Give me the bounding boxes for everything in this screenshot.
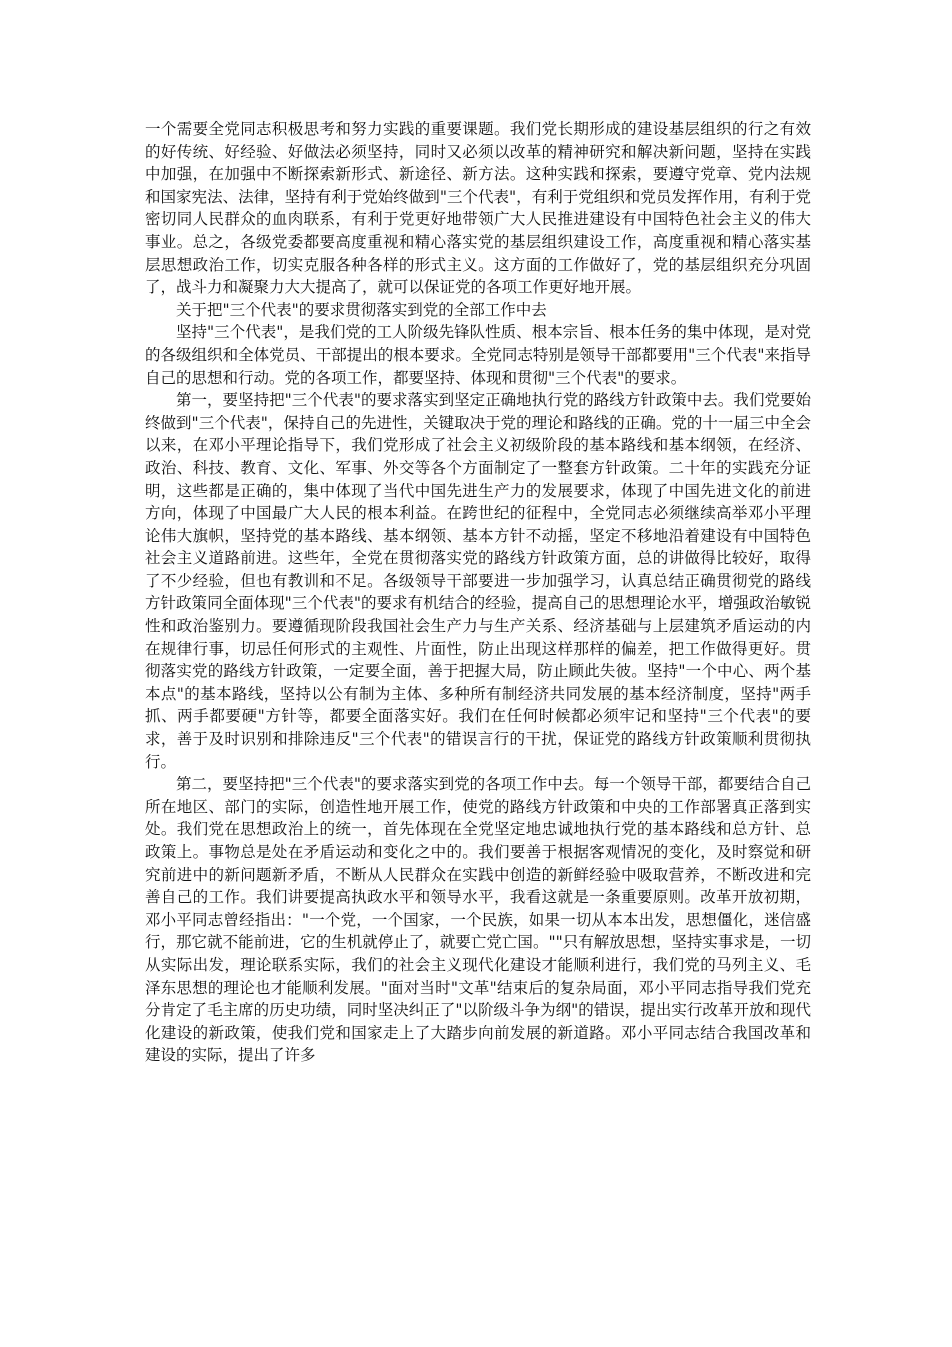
section-heading: 关于把"三个代表"的要求贯彻落实到党的全部工作中去: [176, 300, 547, 319]
paragraph-second-point: 第二，要坚持把"三个代表"的要求落实到党的各项工作中去。每一个领导干部，都要结合自己所在地区、部门的实际，创造性地开展工作，使党的路线方针政策和中央的工作部署真正落到实处。我们党在思想政治上的统一，首先体现在全党坚定地忠诚地执行党的基本路线和总方针、总政策上。事物总是处在矛盾运动和变化之中的。我们要善于根据客观情况的变化，及时察觉和研究前进中的新问题新矛盾，不断从人民群众在实践中创造的新鲜经验中吸取营养，不断改进和完善自己的工作。我们讲要提高执政水平和领导水平，我看这就是一条重要原则。改革开放初期，邓小平同志曾经指出："一个党，一个国家，一个民族，如果一切从本本出发，思想僵化，迷信盛行，那它就不能前进，它的生机就停止了，就要亡党亡国。""只有解放思想，坚持实事求是，一切从实际出发，理论联系实际，我们的社会主义现代化建设才能顺利进行，我们党的马列主义、毛泽东思想的理论也才能顺利发展。"面对当时"文革"结束后的复杂局面，邓小平同志指导我们党充分肯定了毛主席的历史功绩，同时坚决纠正了"以阶级斗争为纲"的错误，提出实行改革开放和现代化建设的新政策，使我们党和国家走上了大踏步向前发展的新道路。邓小平同志结合我国改革和建设的实际，提出了许多: [145, 775, 811, 1065]
paragraph-first-point: 第一，要坚持把"三个代表"的要求落实到坚定正确地执行党的路线方针政策中去。我们党要始终做到"三个代表"，保持自己的先进性，关键取决于党的理论和路线的正确。党的十一届三中全会以来，在邓小平理论指导下，我们党形成了社会主义初级阶段的基本路线和基本纲领，在经济、政治、科技、教育、文化、军事、外交等各个方面制定了一整套方针政策。二十年的实践充分证明，这些都是正确的，集中体现了当代中国先进生产力的发展要求，体现了中国先进文化的前进方向，体现了中国最广大人民的根本利益。在跨世纪的征程中，全党同志必须继续高举邓小平理论伟大旗帜，坚持党的基本路线、基本纲领、基本方针不动摇，坚定不移地沿着建设有中国特色社会主义道路前进。这些年，全党在贯彻落实党的路线方针政策方面，总的讲做得比较好，取得了不少经验，但也有教训和不足。各级领导干部要进一步加强学习，认真总结正确贯彻党的路线方针政策同全面体现"三个代表"的要求有机结合的经验，提高自己的思想理论水平，增强政治敏锐性和政治鉴别力。要遵循现阶段我国社会生产力与生产关系、经济基础与上层建筑矛盾运动的内在规律行事，切忌任何形式的主观性、片面性，防止出现这样那样的偏差，把工作做得更好。贯彻落实党的路线方针政策，一定要全面，善于把握大局，防止顾此失彼。坚持"一个中心、两个基本点"的基本路线，坚持以公有制为主体、多种所有制经济共同发展的基本经济制度，坚持"两手抓、两手都要硬"方针等，都要全面落实好。我们在任何时候都必须牢记和坚持"三个代表"的要求，善于及时识别和排除违反"三个代表"的错误言行的干扰，保证党的路线方针政策顺利贯彻执行。: [145, 391, 811, 771]
paragraph-three-represents: 坚持"三个代表"，是我们党的工人阶级先锋队性质、根本宗旨、根本任务的集中体现，是对党的各级组织和全体党员、干部提出的根本要求。全党同志特别是领导干部都要用"三个代表"来指导自己的思想和行动。党的各项工作，都要坚持、体现和贯彻"三个代表"的要求。: [145, 323, 811, 387]
paragraph-intro: 一个需要全党同志积极思考和努力实践的重要课题。我们党长期形成的建设基层组织的行之有效的好传统、好经验、好做法必须坚持，同时又必须以改革的精神研究和解决新问题，坚持在实践中加强，在加强中不断探索新形式、新途径、新方法。这种实践和探索，要遵守党章、党内法规和国家宪法、法律，坚持有利于党始终做到"三个代表"，有利于党组织和党员发挥作用，有利于党密切同人民群众的血肉联系，有利于党更好地带领广大人民推进建设有中国特色社会主义的伟大事业。总之，各级党委都要高度重视和精心落实党的基层组织建设工作，高度重视和精心落实基层思想政治工作，切实克服各种各样的形式主义。这方面的工作做好了，党的基层组织充分巩固了，战斗力和凝聚力大大提高了，就可以保证党的各项工作更好地开展。: [145, 120, 811, 297]
document-page: [145, 118, 811, 1067]
